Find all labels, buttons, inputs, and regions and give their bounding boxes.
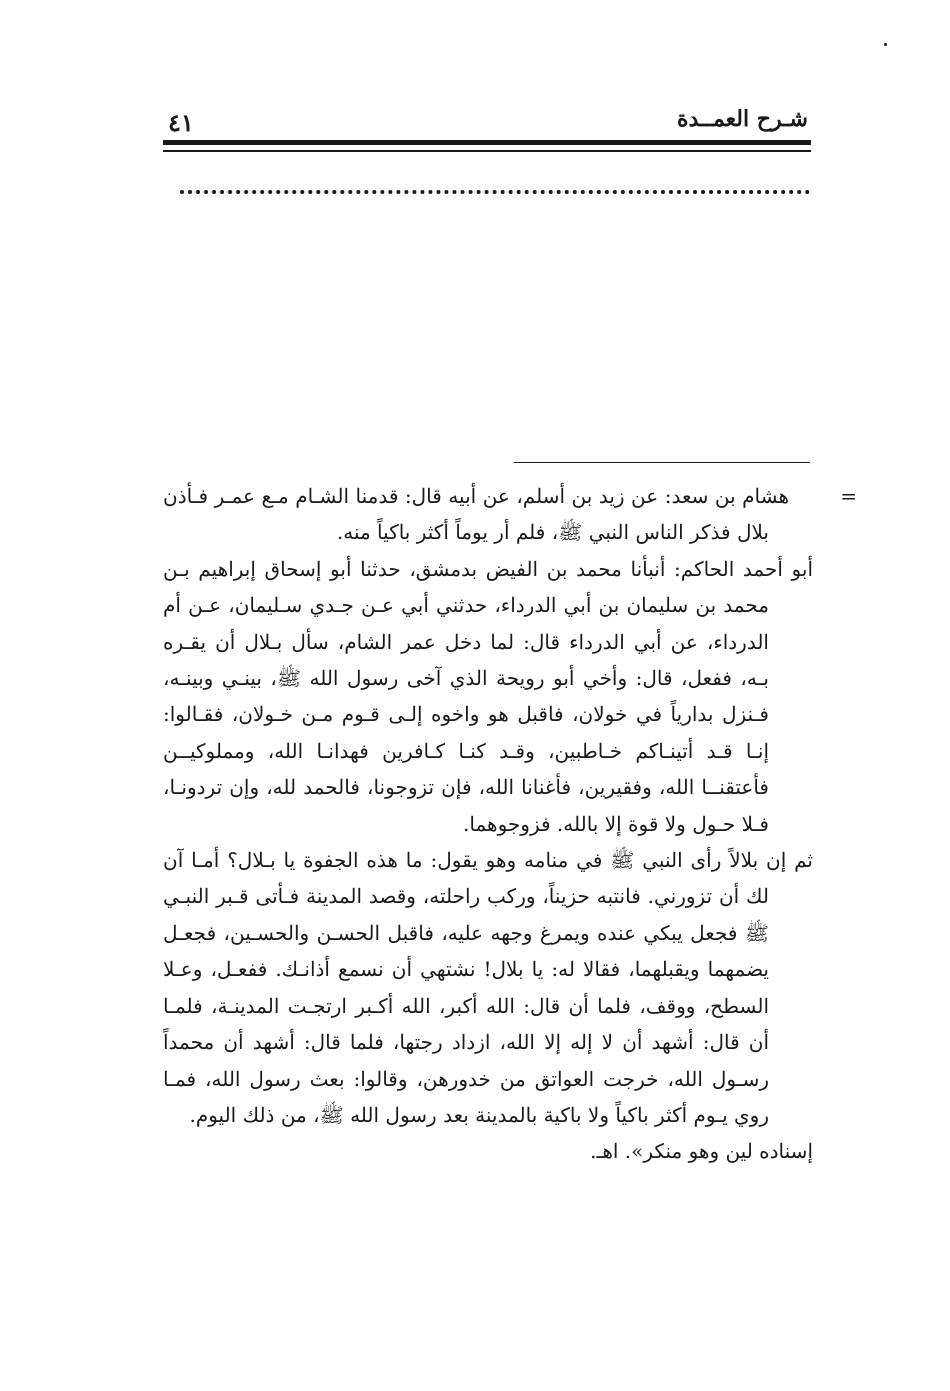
scan-speck: [884, 43, 887, 46]
footnote-paragraph: أبو أحمد الحاكم: أنبأنا محمد بن الفيض بدمشق، حدثنا أبو إسحاق إبراهيم بـن محمد بن سليمان بن أبي الدرداء، حدثني أبي عـن جـدي سـليمان، عـن أم الدرداء، عن أبي الدرداء قال: لما دخل عمر الشام، سأل بـلال أن يقـره بـه، ففعل، قال: وأخي أبو رويحة الذي آخى رسول الله ﷺ، بينـي وبينـه، فـنزل بدارياً في خولان، فاقبل هو واخوه إلـى قـوم مـن خـولان، فقـالوا: إنـا قـد أتينـاكم خـاطبين، وقـد كنـا كـافرين فهدانـا الله، ومملوكيــن فأعتقنــا الله، وفقيرين، فأغنانا الله، فإن تزوجونا، فالحمد لله، وإن تردونـا، فـلا حـول ولا قوة إلا بالله. فزوجوهما.: [163, 556, 813, 836]
footnote-paragraph: ثم إن بلالاً رأى النبي ﷺ في منامه وهو يقول: ما هذه الجفوة يا بـلال؟ أمـا آن لك أن تزورني. فانتبه حزيناً، وركب راحلته، وقصد المدينة فـأتى قـبر النبـي ﷺ فجعل يبكي عنده ويمرغ وجهه عليه، فاقبل الحسـن والحسـين، فجعـل يضمهما ويقبلهما، فقالا له: يا بلال! نشتهي أن نسمع أذانـك. ففعـل، وعـلا السطح، ووقف، فلما أن قال: الله أكبر، الله أكـبر ارتجـت المدينـة، فلمـا أن قال: أشهد أن لا إله إلا الله، ازداد رجتها، فلما قال: أشهد أن محمداً رسـول الله، خرجت العواتق من خدورهن، وقالوا: بعث رسول الله، فمـا روي يـوم أكثر باكياً ولا باكية بالمدينة بعد رسول الله ﷺ، من ذلك اليوم.: [163, 848, 813, 1127]
header-rule-thin: [163, 150, 811, 152]
continuation-marker: =: [840, 484, 857, 508]
footnote-separator: [514, 462, 810, 463]
footnote-text: هشام بن سعد: عن زيد بن أسلم، عن أبيه قال: قدمنا الشـام مـع عمـر فـأذن بلال فذكر الناس النبي ﷺ، فلم أر يوماً أكثر باكياً منه.: [163, 484, 789, 545]
running-title: شـرح العمــدة: [677, 106, 808, 132]
footnotes: [163, 478, 857, 1170]
footnote-paragraph: إسناده لين وهو منكر». اهـ.: [590, 1139, 813, 1164]
footnote-continuation: [163, 478, 857, 551]
header-rule-thick: [163, 140, 811, 145]
page-number: ٤١: [168, 108, 194, 137]
dotted-separator: [180, 190, 810, 194]
